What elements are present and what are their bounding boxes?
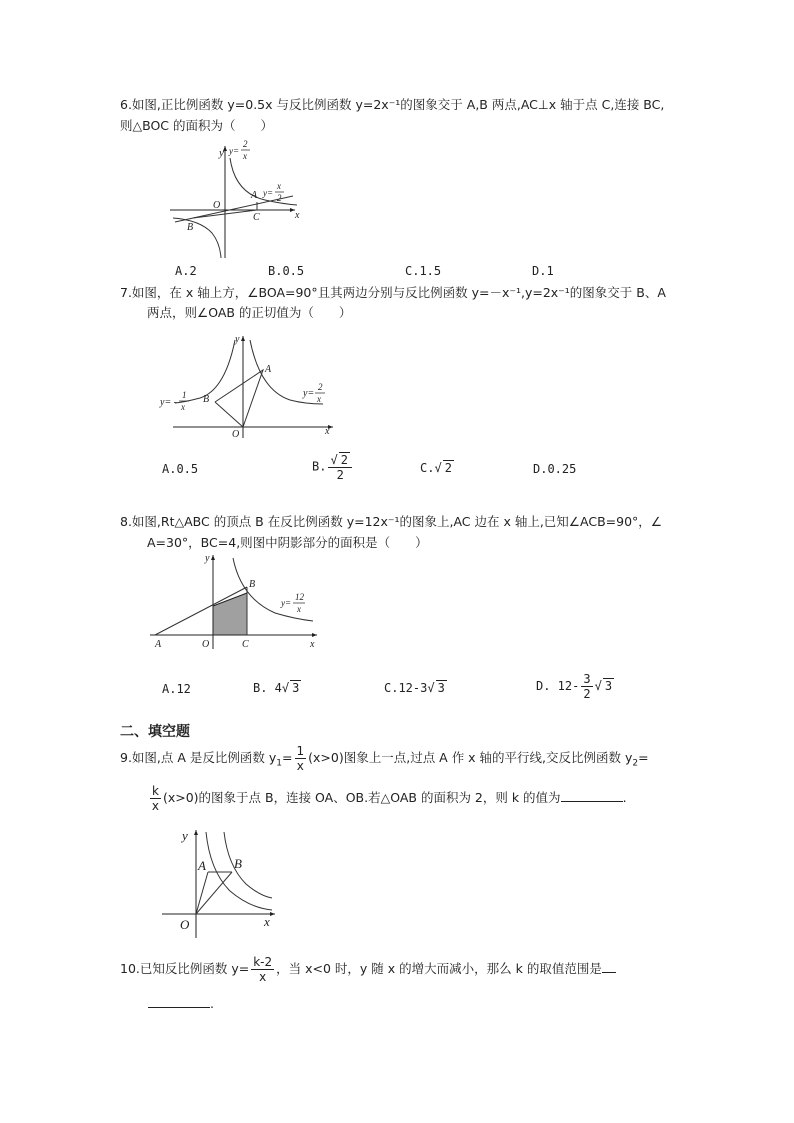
q8-y-label: y (205, 553, 210, 564)
q7-option-a[interactable]: A.0.5 (162, 462, 199, 476)
q9-graph (160, 826, 280, 941)
q8-text-line2: A=30°，BC=4,则图中阴影部分的面积是（ ） (147, 535, 428, 550)
q10-text-line1: 10.已知反比例函数 y= $\frac{k-2}{x}$ ，当 x<0 时，y 随 x 的增大而减小，那么 k 的取值范围是 (120, 955, 616, 984)
q8-origin-label: O (202, 639, 210, 650)
q7-left-curve-num: 1 (182, 390, 187, 400)
q9-answer-blank[interactable] (561, 801, 623, 802)
q6-text-line1: 6.如图,正比例函数 y=0.5x 与反比例函数 y=2x⁻¹的图象交于 A,B 两点,AC⊥x 轴于点 C,连接 BC, (120, 97, 665, 112)
q6-origin-label: O (213, 200, 221, 211)
q8-option-d[interactable]: D. 12- $\frac{3}{2}$ √ 3 (536, 672, 613, 701)
q6-curve-label: y= (229, 146, 240, 156)
q7-point-a: A (265, 364, 272, 375)
q9-y-label: y (182, 828, 188, 843)
q8-point-b: B (249, 579, 256, 590)
q6-point-c: C (253, 212, 260, 223)
q9-text-line2: $\frac{k}{x}$ (x>0)的图象于点 B，连接 OA、OB.若△OAB 的面积为 2，则 k 的值为 . (151, 784, 627, 813)
q7-right-curve-den: x (317, 394, 321, 404)
q8-option-a[interactable]: A.12 (162, 682, 191, 696)
q8-curve-label: y= (281, 598, 292, 608)
q7-y-label: y (235, 334, 240, 345)
q7-graph (155, 330, 340, 440)
q8-curve-num: 12 (295, 592, 304, 602)
q7-origin-label: O (232, 429, 240, 440)
q8-text-line1: 8.如图,Rt△ABC 的顶点 B 在反比例函数 y=12x⁻¹的图象上,AC 边在 x 轴上,已知∠ACB=90°，∠ (120, 514, 662, 529)
q9-point-b: B (234, 856, 242, 871)
q6-option-b[interactable]: B.0.5 (268, 264, 305, 278)
q9-point-a: A (198, 858, 206, 873)
q8-option-b[interactable]: B. 4√ 3 (253, 681, 300, 695)
q7-option-d[interactable]: D.0.25 (533, 462, 577, 476)
q7-left-curve-label: y= - (160, 397, 178, 408)
q8-point-a: A (155, 639, 162, 650)
q6-text-line2: 则△BOC 的面积为（ ） (120, 118, 274, 133)
q9-x-label: x (264, 914, 270, 929)
q9-origin-label: O (180, 917, 190, 932)
q6-option-c[interactable]: C.1.5 (405, 264, 442, 278)
section-title: 二、填空题 (120, 724, 190, 740)
q6-curve-den: x (243, 151, 247, 161)
q6-line-num: x (277, 181, 281, 191)
q7-right-curve-label: y= (303, 388, 315, 399)
q7-option-b[interactable]: B. $\frac{√ 2}{2}$ (312, 452, 354, 482)
q6-point-b: B (187, 222, 194, 233)
q8-option-c[interactable]: C.12-3√ 3 (384, 681, 445, 695)
q9-text-line1: 9.如图,点 A 是反比例函数 $y_1=$ $\frac{1}{x}$ (x>0)图象上一点,过点 A 作 x 轴的平行线,交反比例函数 $y_2=$ (120, 744, 649, 773)
q6-y-label: y (219, 147, 224, 159)
q7-option-c[interactable]: C.√ 2 (420, 461, 452, 475)
q6-point-a: A (251, 190, 258, 201)
q6-option-d[interactable]: D.1 (532, 264, 554, 278)
q8-graph (145, 553, 325, 653)
q6-curve-num: 2 (243, 139, 248, 149)
q8-curve-den: x (297, 604, 301, 614)
q8-shaded-region (213, 593, 247, 635)
q7-point-b: B (203, 394, 210, 405)
q6-x-label: x (295, 210, 300, 221)
q6-line-den: 2 (277, 193, 282, 203)
q7-text-line2: 两点，则∠OAB 的正切值为（ ） (147, 305, 352, 320)
q7-x-label: x (325, 426, 330, 437)
q7-right-curve-num: 2 (318, 382, 323, 392)
q7-text-line1: 7.如图，在 x 轴上方，∠BOA=90°且其两边分别与反比例函数 y=－x⁻¹,y=2x⁻¹的图象交于 B、A (120, 285, 666, 300)
q8-x-label: x (310, 639, 315, 650)
q6-graph (165, 138, 305, 260)
q7-left-curve-den: x (181, 402, 185, 412)
q6-option-a[interactable]: A.2 (175, 264, 197, 278)
q6-line-label: y= (263, 188, 274, 198)
q10-text-line2: . (148, 994, 214, 1014)
q10-answer-blank[interactable] (148, 1007, 210, 1008)
q8-point-c: C (242, 639, 249, 650)
